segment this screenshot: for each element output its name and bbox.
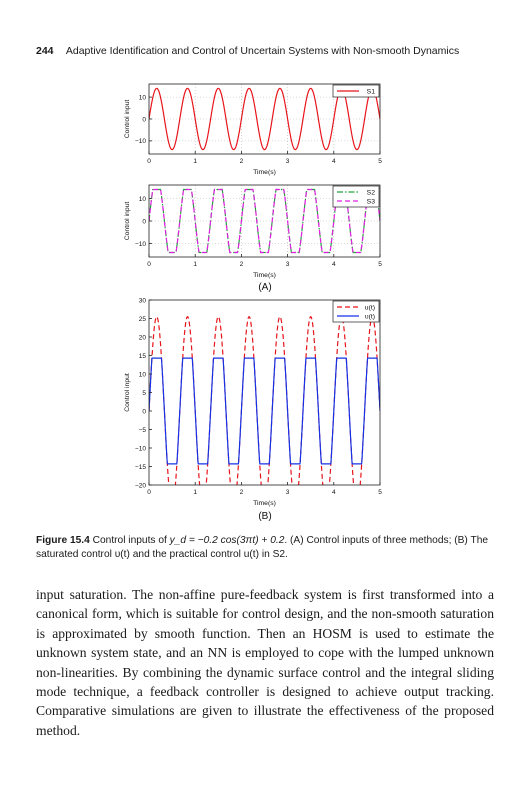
x-tick-label: 4	[331, 489, 336, 496]
caption-text-a: Control inputs of	[92, 535, 170, 546]
y-tick-label: 0	[142, 116, 146, 124]
x-tick-label: 1	[193, 261, 198, 268]
x-tick-label: 1	[193, 489, 198, 496]
x-axis-label: Time(s)	[253, 500, 276, 507]
x-tick-label: 1	[193, 158, 198, 165]
y-tick-label: 10	[138, 195, 146, 203]
legend-label: S2	[366, 189, 375, 197]
figure-caption	[36, 534, 498, 562]
y-tick-label: −5	[138, 426, 146, 434]
y-tick-label: 0	[142, 408, 146, 416]
legend-label: υ(t)	[364, 313, 375, 321]
x-tick-label: 3	[285, 261, 290, 268]
x-tick-label: 2	[239, 261, 244, 268]
y-axis-label: Control input	[124, 373, 131, 412]
y-tick-label: −10	[134, 240, 146, 248]
caption-math: y_d = −0.2 cos(3πt) + 0.2	[169, 535, 285, 546]
x-tick-label: 3	[285, 489, 290, 496]
x-tick-label: 0	[147, 158, 151, 165]
y-tick-label: 25	[138, 315, 146, 323]
y-tick-label: 0	[142, 218, 146, 226]
running-title: Adaptive Identification and Control of Uncertain Systems with Non-smooth Dynamics	[65, 45, 460, 57]
y-tick-label: 5	[142, 389, 146, 397]
series-line-t	[149, 358, 380, 464]
legend	[333, 301, 379, 322]
x-tick-label: 3	[285, 158, 290, 165]
y-tick-label: 30	[138, 297, 146, 305]
panel-a-label: (A)	[258, 282, 272, 293]
chart-panel-3	[124, 297, 382, 507]
y-tick-label: 10	[138, 371, 146, 379]
caption-label: Figure 15.4	[36, 535, 90, 546]
page-number: 244	[36, 45, 54, 57]
y-tick-label: 20	[138, 334, 146, 342]
legend-label: u(t)	[364, 304, 375, 312]
x-tick-label: 5	[378, 158, 382, 165]
y-tick-label: −10	[134, 138, 146, 146]
x-tick-label: 0	[147, 489, 151, 496]
x-tick-label: 4	[331, 158, 336, 165]
y-axis-label: Control input	[124, 201, 131, 241]
y-tick-label: −15	[134, 463, 146, 471]
chart-panel-1	[124, 84, 382, 176]
x-axis-label: Time(s)	[253, 169, 276, 176]
legend-label: S3	[366, 198, 375, 206]
y-tick-label: 10	[138, 94, 146, 102]
chart-panel-2	[124, 185, 382, 279]
y-tick-label: 15	[138, 352, 146, 360]
x-tick-label: 2	[239, 158, 244, 165]
legend	[333, 85, 379, 97]
y-tick-label: −10	[134, 445, 146, 453]
y-axis-label: Control input	[124, 99, 131, 139]
caption-text-b: . (A) Control inputs of three methods; (B) The saturated control υ(t) and the practical control u(t) in S2.	[36, 535, 489, 560]
x-tick-label: 5	[378, 261, 382, 268]
x-tick-label: 5	[378, 489, 382, 496]
x-tick-label: 0	[147, 261, 151, 268]
x-tick-label: 4	[331, 261, 336, 268]
legend	[333, 186, 379, 207]
x-tick-label: 2	[239, 489, 244, 496]
x-axis-label: Time(s)	[253, 272, 276, 279]
y-tick-label: −20	[134, 482, 146, 490]
series-line-s1	[149, 88, 380, 149]
plot-frame	[149, 300, 380, 485]
panel-b-label: (B)	[258, 511, 272, 522]
series-line-ut	[149, 317, 380, 506]
body-paragraph-text: input saturation. The non-affine pure-feedback system is first transformed into a canonical form, which is suitable for control design, and the non-smooth saturation is approximated by smooth function. Then an HOSM is used to estimate the unknown system state, and an NN is employed to cope with the lumped unknown non-linearities. By combining the dynamic surface control and the integral sliding mode technique, a feedback controller is designed to achieve output tracking. Comparative simulations are given to illustrate the effectiveness of the proposed method.	[36, 587, 494, 738]
body-paragraph	[36, 585, 494, 740]
legend-label: S1	[366, 88, 375, 96]
